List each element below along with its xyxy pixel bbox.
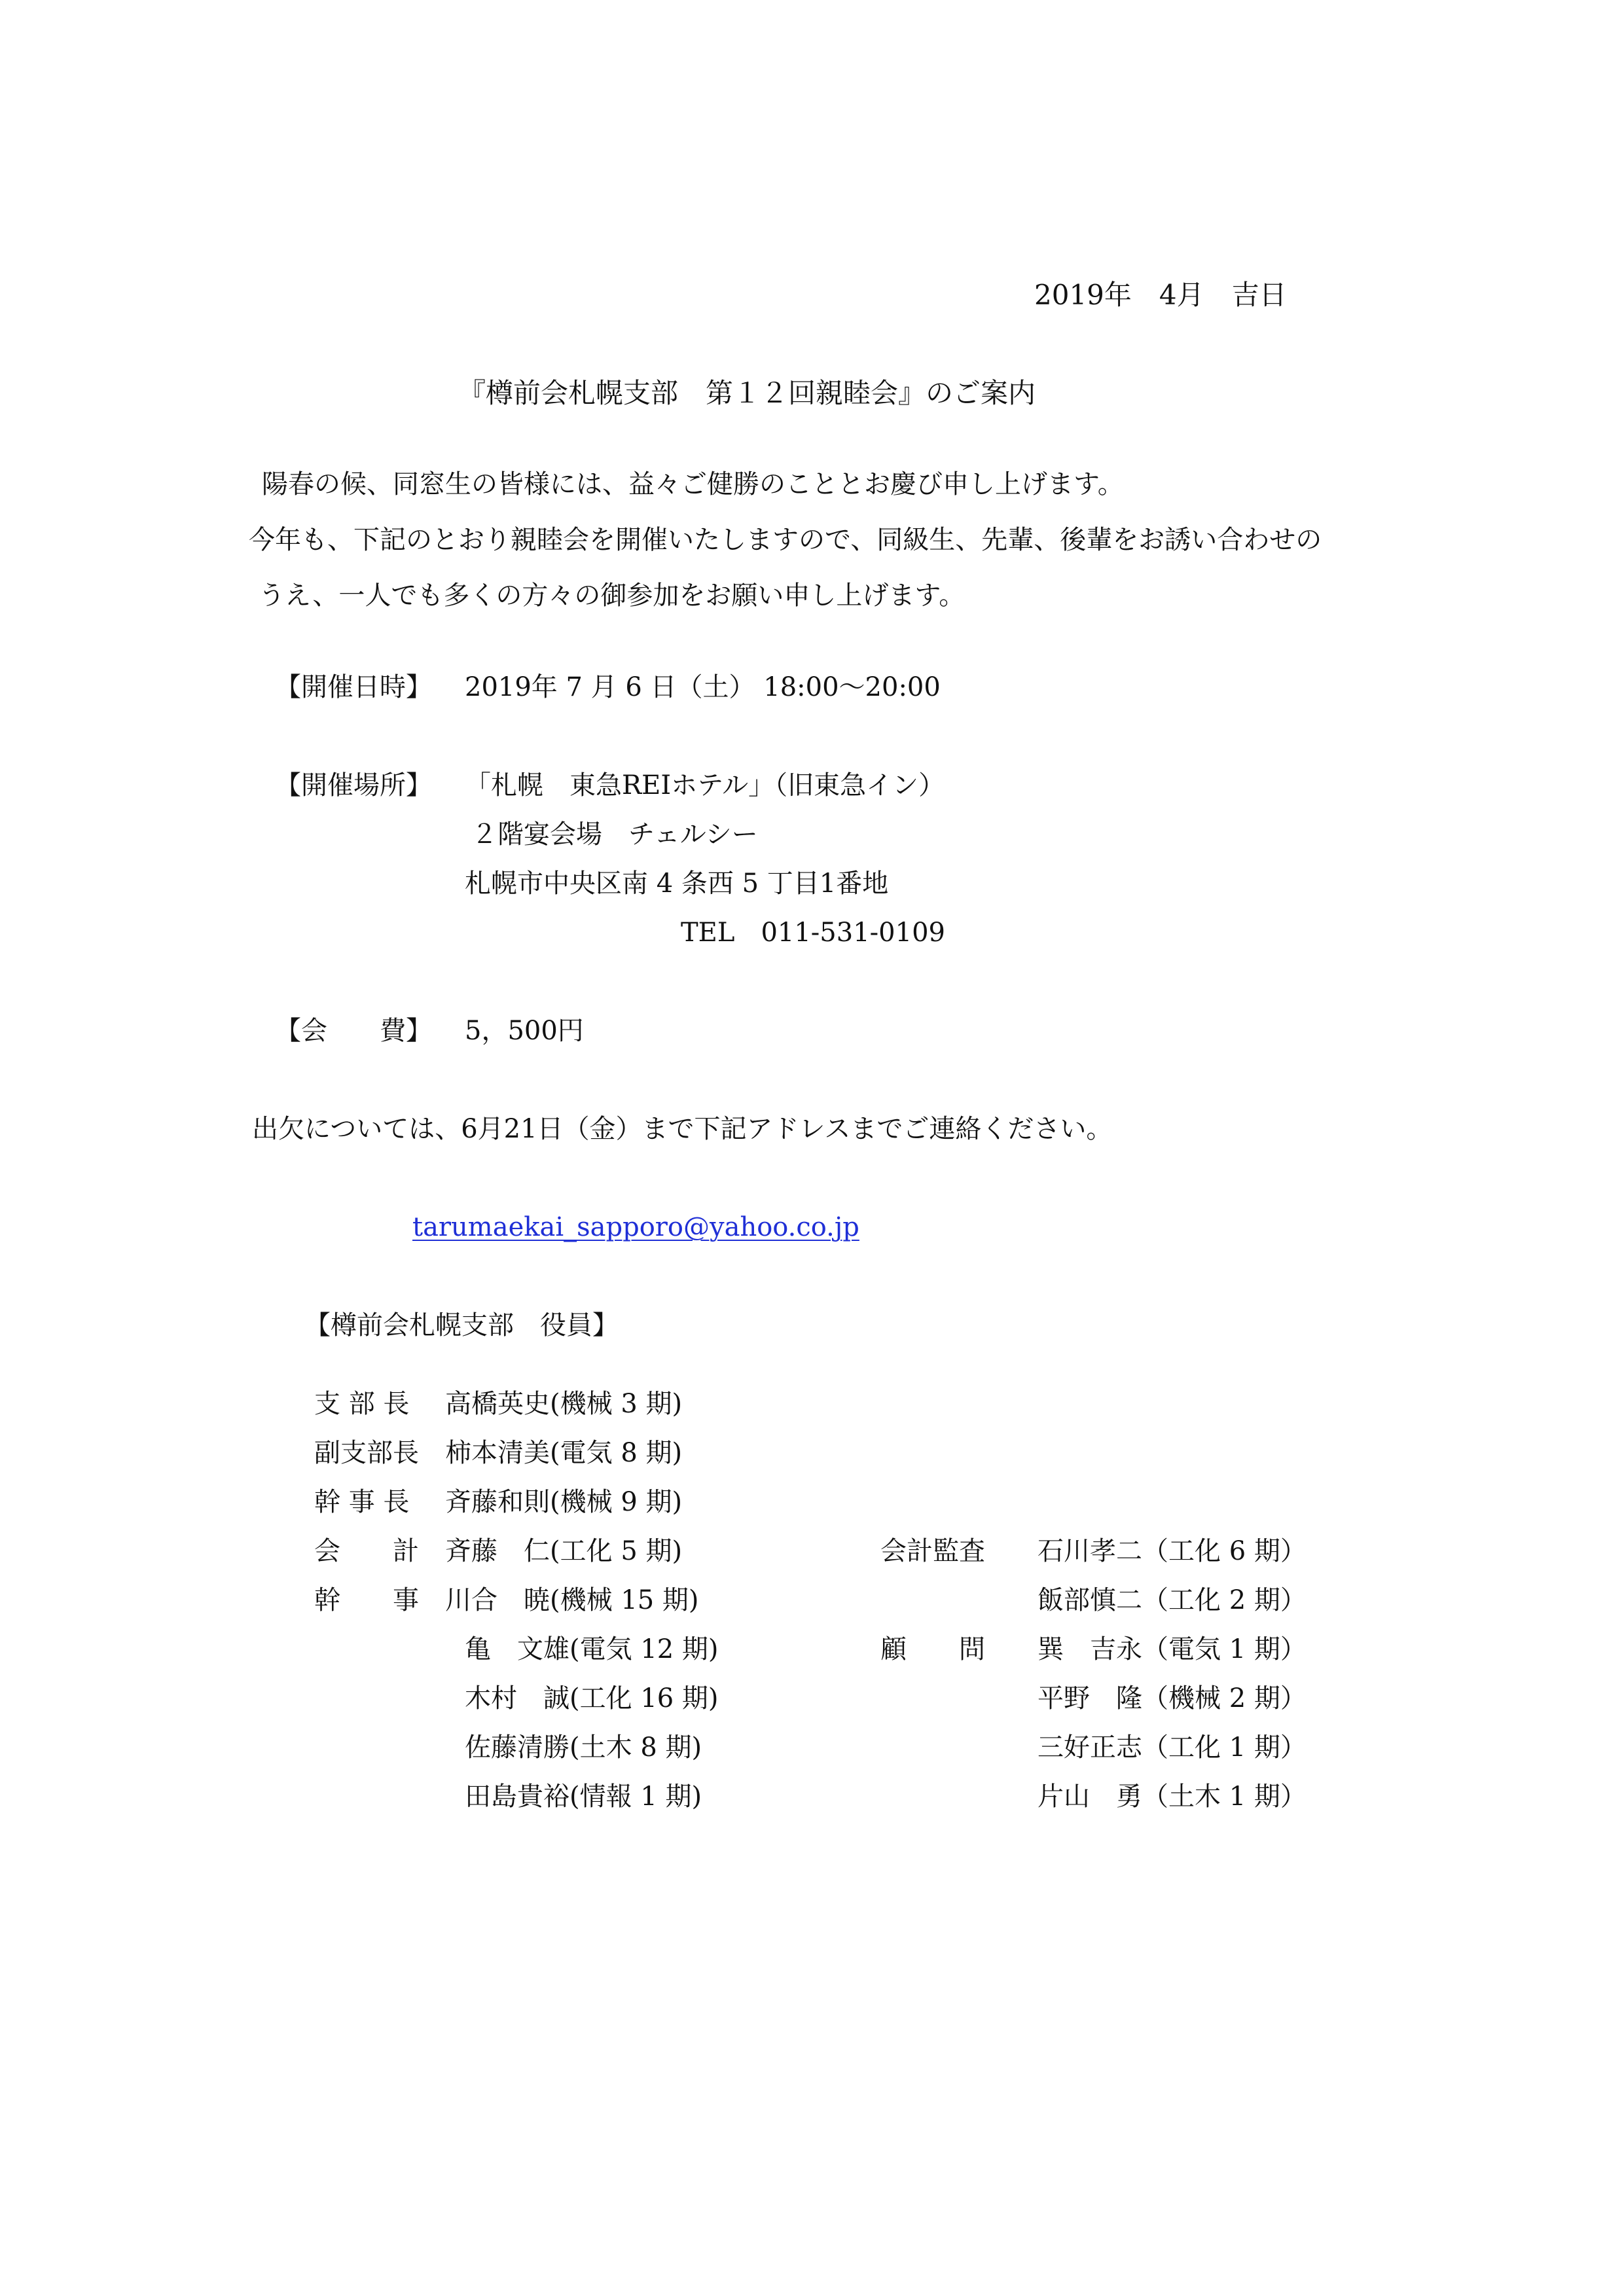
document-date: 2019年 4月 吉日 — [1034, 279, 1287, 311]
officer-name: 石川孝二（工化 6 期） — [1038, 1536, 1307, 1566]
officer-name: 田島貴裕(情報 1 期) — [465, 1782, 702, 1812]
contact-email-link[interactable]: tarumaekai_sapporo@yahoo.co.jp — [412, 1212, 859, 1242]
officer-name: 片山 勇（土木 1 期） — [1038, 1782, 1307, 1812]
officer-name: 斉藤 仁(工化 5 期) — [445, 1536, 683, 1566]
officer-name: 佐藤清勝(土木 8 期) — [465, 1732, 702, 1763]
officer-name: 平野 隆（機械 2 期） — [1038, 1683, 1307, 1713]
officer-name: 斉藤和則(機械 9 期) — [445, 1487, 683, 1517]
document-title: 『樽前会札幌支部 第１２回親睦会』のご案内 — [458, 377, 1036, 409]
event-place-tel: TEL 011-531-0109 — [681, 918, 945, 948]
officer-name: 亀 文雄(電気 12 期) — [465, 1634, 719, 1664]
rsvp-instructions: 出欠については、6月21日（金）まで下記アドレスまでご連絡ください。 — [252, 1114, 1113, 1144]
officer-role: 幹 事 長 — [314, 1487, 410, 1517]
officer-name: 巽 吉永（電気 1 期） — [1038, 1634, 1307, 1664]
event-place-room: ２階宴会場 チェルシー — [471, 819, 758, 850]
event-place-label: 【開催場所】 — [275, 770, 432, 800]
event-date-label: 【開催日時】 — [275, 672, 432, 702]
officer-role: 幹 事 — [314, 1585, 419, 1615]
officer-role: 支 部 長 — [314, 1389, 410, 1419]
officer-name: 木村 誠(工化 16 期) — [465, 1683, 719, 1713]
intro-line-2: 今年も、下記のとおり親睦会を開催いたしますので、同級生、先輩、後輩をお誘い合わせの — [249, 525, 1322, 555]
officer-name: 三好正志（工化 1 期） — [1038, 1732, 1307, 1763]
fee-value: 5，500円 — [465, 1016, 584, 1046]
officers-heading: 【樽前会札幌支部 役員】 — [304, 1310, 619, 1340]
officer-role: 顧 問 — [880, 1634, 985, 1664]
event-place-address: 札幌市中央区南 4 条西 5 丁目1番地 — [465, 869, 889, 899]
officer-role: 会計監査 — [880, 1536, 985, 1566]
officer-name: 高橋英史(機械 3 期) — [445, 1389, 683, 1419]
intro-line-1: 陽春の候、同窓生の皆様には、益々ご健勝のこととお慶び申し上げます。 — [262, 469, 1124, 499]
event-place-venue: 「札幌 東急REIホテル」（旧東急イン） — [465, 770, 945, 800]
officer-name: 柿本清美(電気 8 期) — [445, 1438, 683, 1468]
fee-label: 【会 費】 — [275, 1016, 432, 1046]
event-date-value: 2019年 7 月 6 日（土） 18:00〜20:00 — [465, 672, 941, 702]
officer-role: 会 計 — [314, 1536, 419, 1566]
officer-name: 川合 暁(機械 15 期) — [445, 1585, 699, 1615]
officer-name: 飯部慎二（工化 2 期） — [1038, 1585, 1307, 1615]
officer-role: 副支部長 — [314, 1438, 419, 1468]
intro-line-3: うえ、一人でも多くの方々の御参加をお願い申し上げます。 — [259, 581, 965, 611]
